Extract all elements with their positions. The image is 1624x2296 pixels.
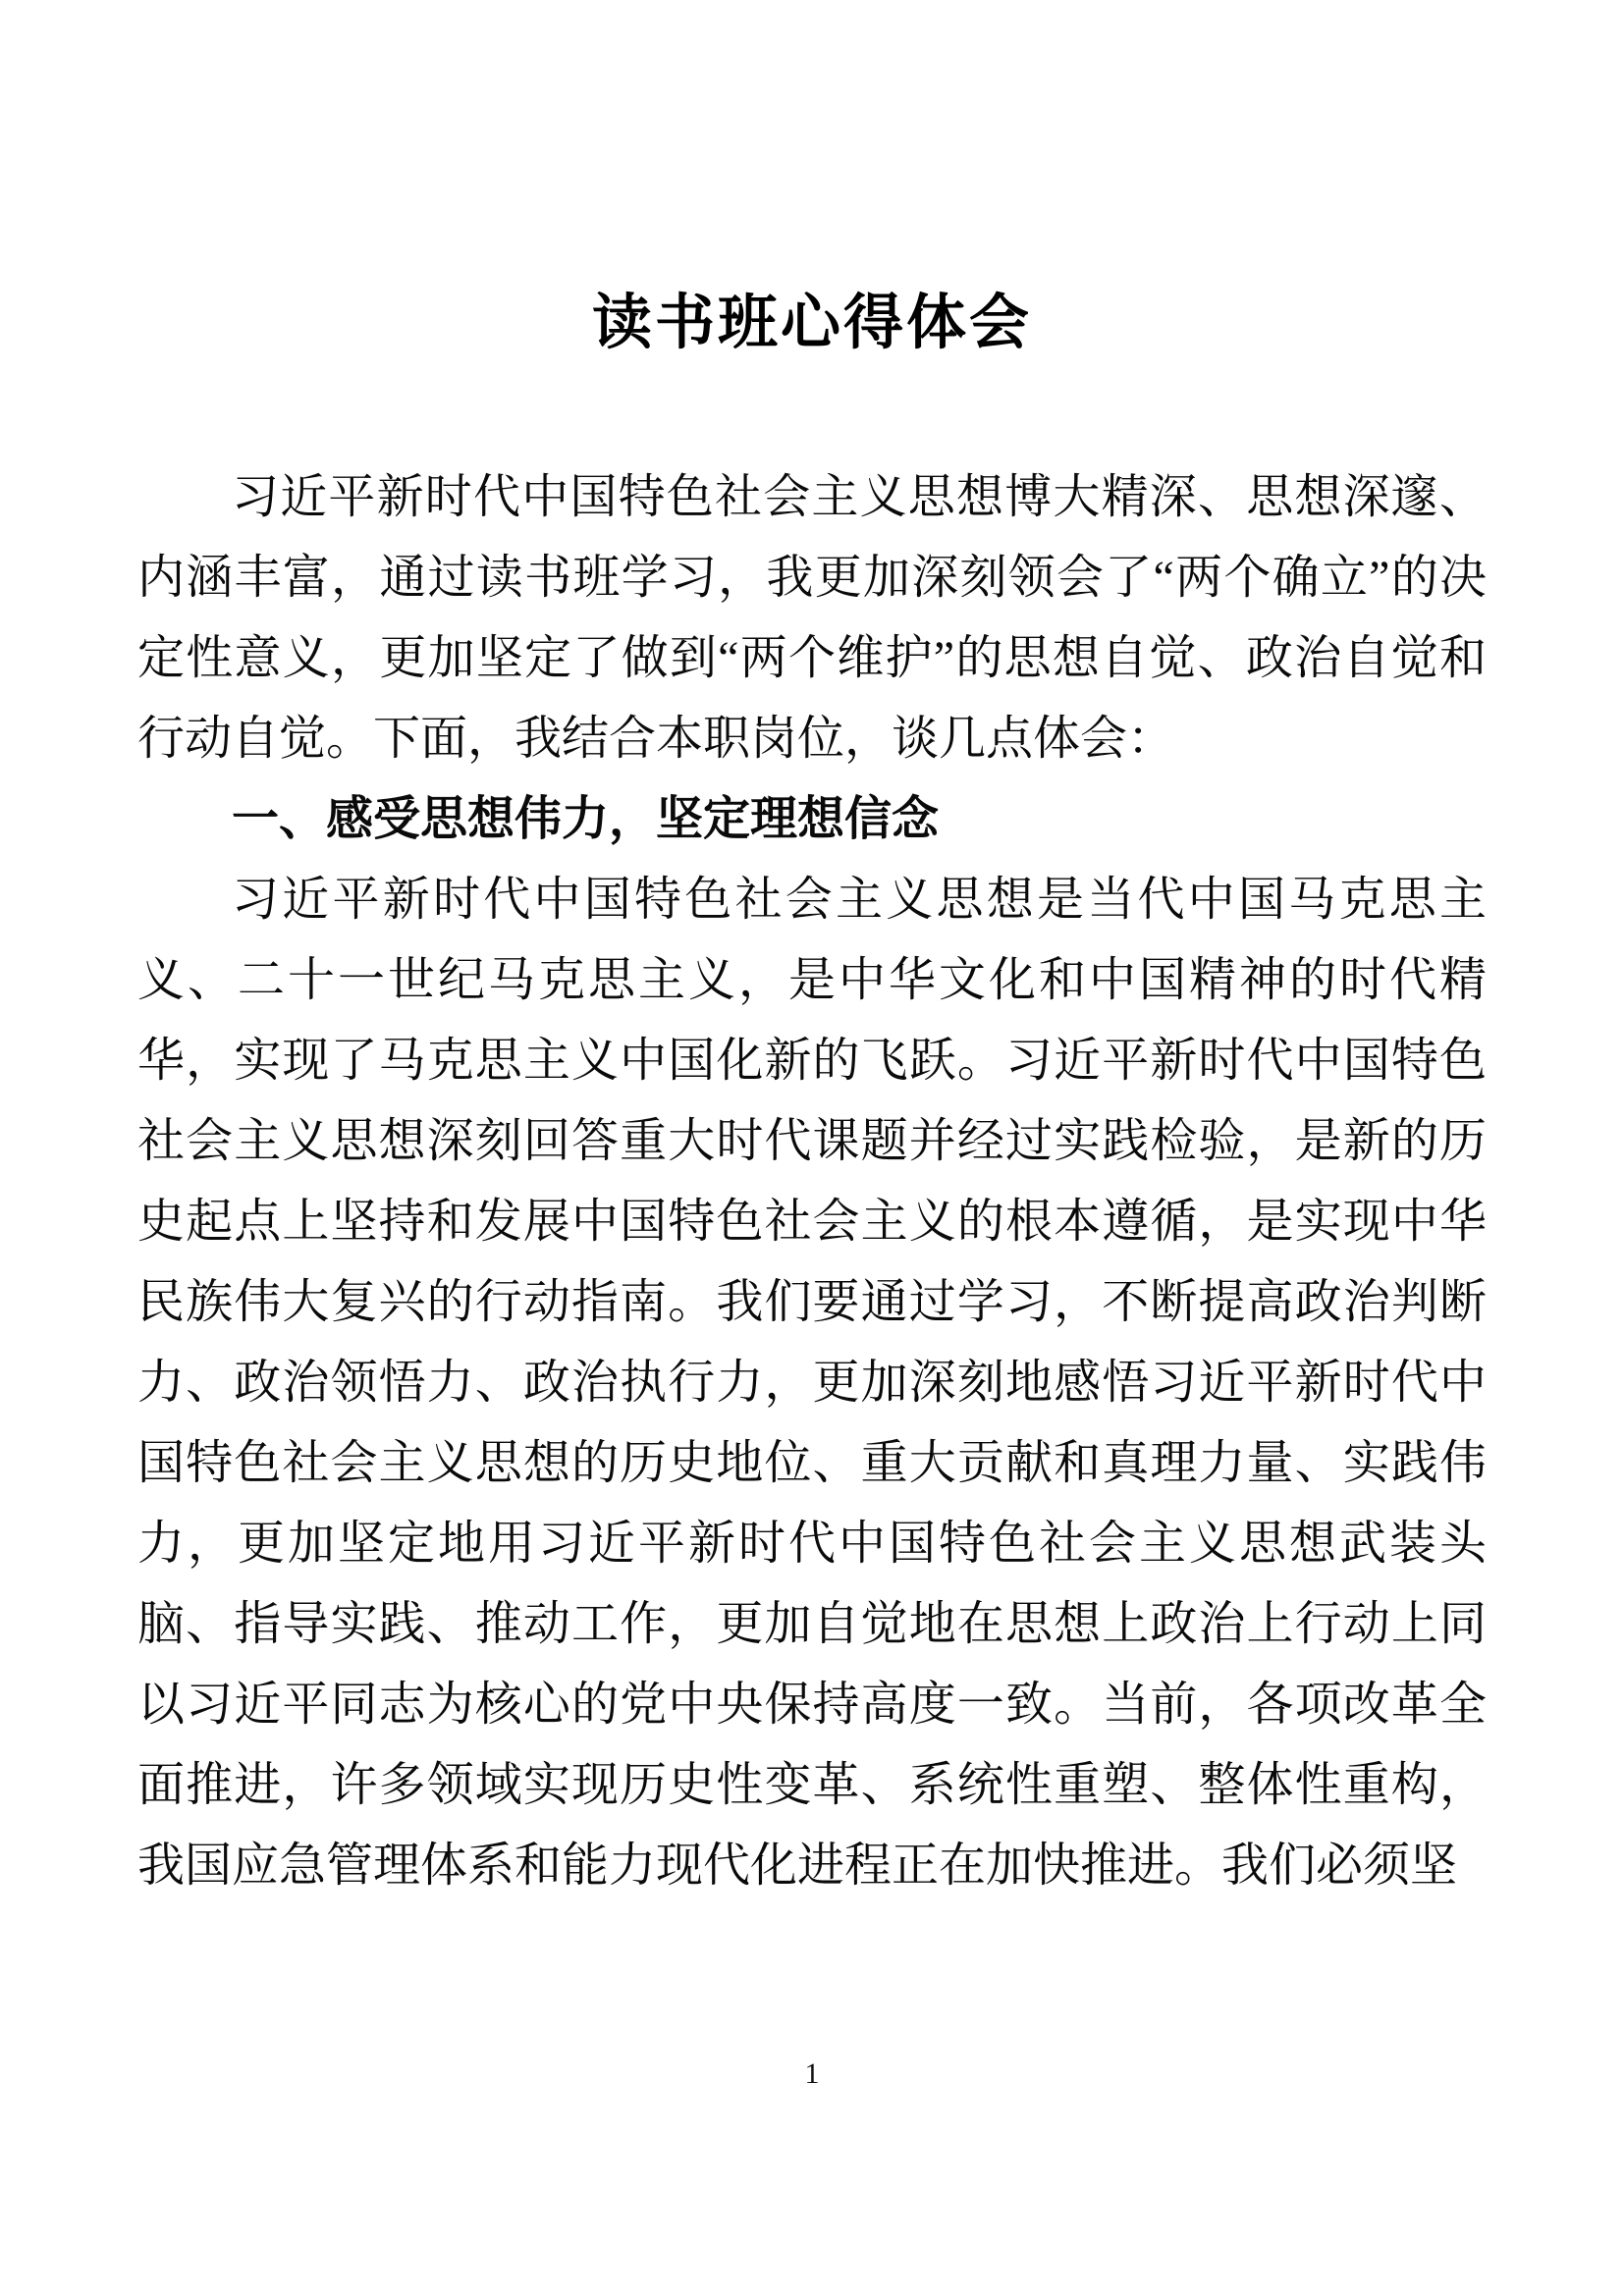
paragraph-section-1: 习近平新时代中国特色社会主义思想是当代中国马克思主义、二十一世纪马克思主义，是中华文化和中国精神的时代精华，实现了马克思主义中国化新的飞跃。习近平新时代中国特色社会主义思想深刻回答重大时代课题并经过实践检验，是新的历史起点上坚持和发展中国特色社会主义的根本遵循，是实现中华民族伟大复兴的行动指南。我们要通过学习，不断提高政治判断力、政治领悟力、政治执行力，更加深刻地感悟习近平新时代中国特色社会主义思想的历史地位、重大贡献和真理力量、实践伟力，更加坚定地用习近平新时代中国特色社会主义思想武装头脑、指导实践、推动工作，更加自觉地在思想上政治上行动上同以习近平同志为核心的党中央保持高度一致。当前，各项改革全面推进，许多领域实现历史性变革、系统性重塑、整体性重构，我国应急管理体系和能力现代化进程正在加快推进。我们必须坚 (137, 874, 1487, 1893)
document-title: 读书班心得体会 (591, 291, 1032, 356)
section-heading-1: 一、感受思想伟力，坚定理想信念 (232, 793, 940, 846)
page-number: 1 (804, 2057, 820, 2090)
page-footer (0, 2057, 1624, 2091)
paragraph-intro: 习近平新时代中国特色社会主义思想博大精深、思想深邃、内涵丰富，通过读书班学习，我更加深刻领会了“两个确立”的决定性意义，更加坚定了做到“两个维护”的思想自觉、政治自觉和行动自觉。下面，我结合本职岗位，谈几点体会： (137, 471, 1487, 766)
